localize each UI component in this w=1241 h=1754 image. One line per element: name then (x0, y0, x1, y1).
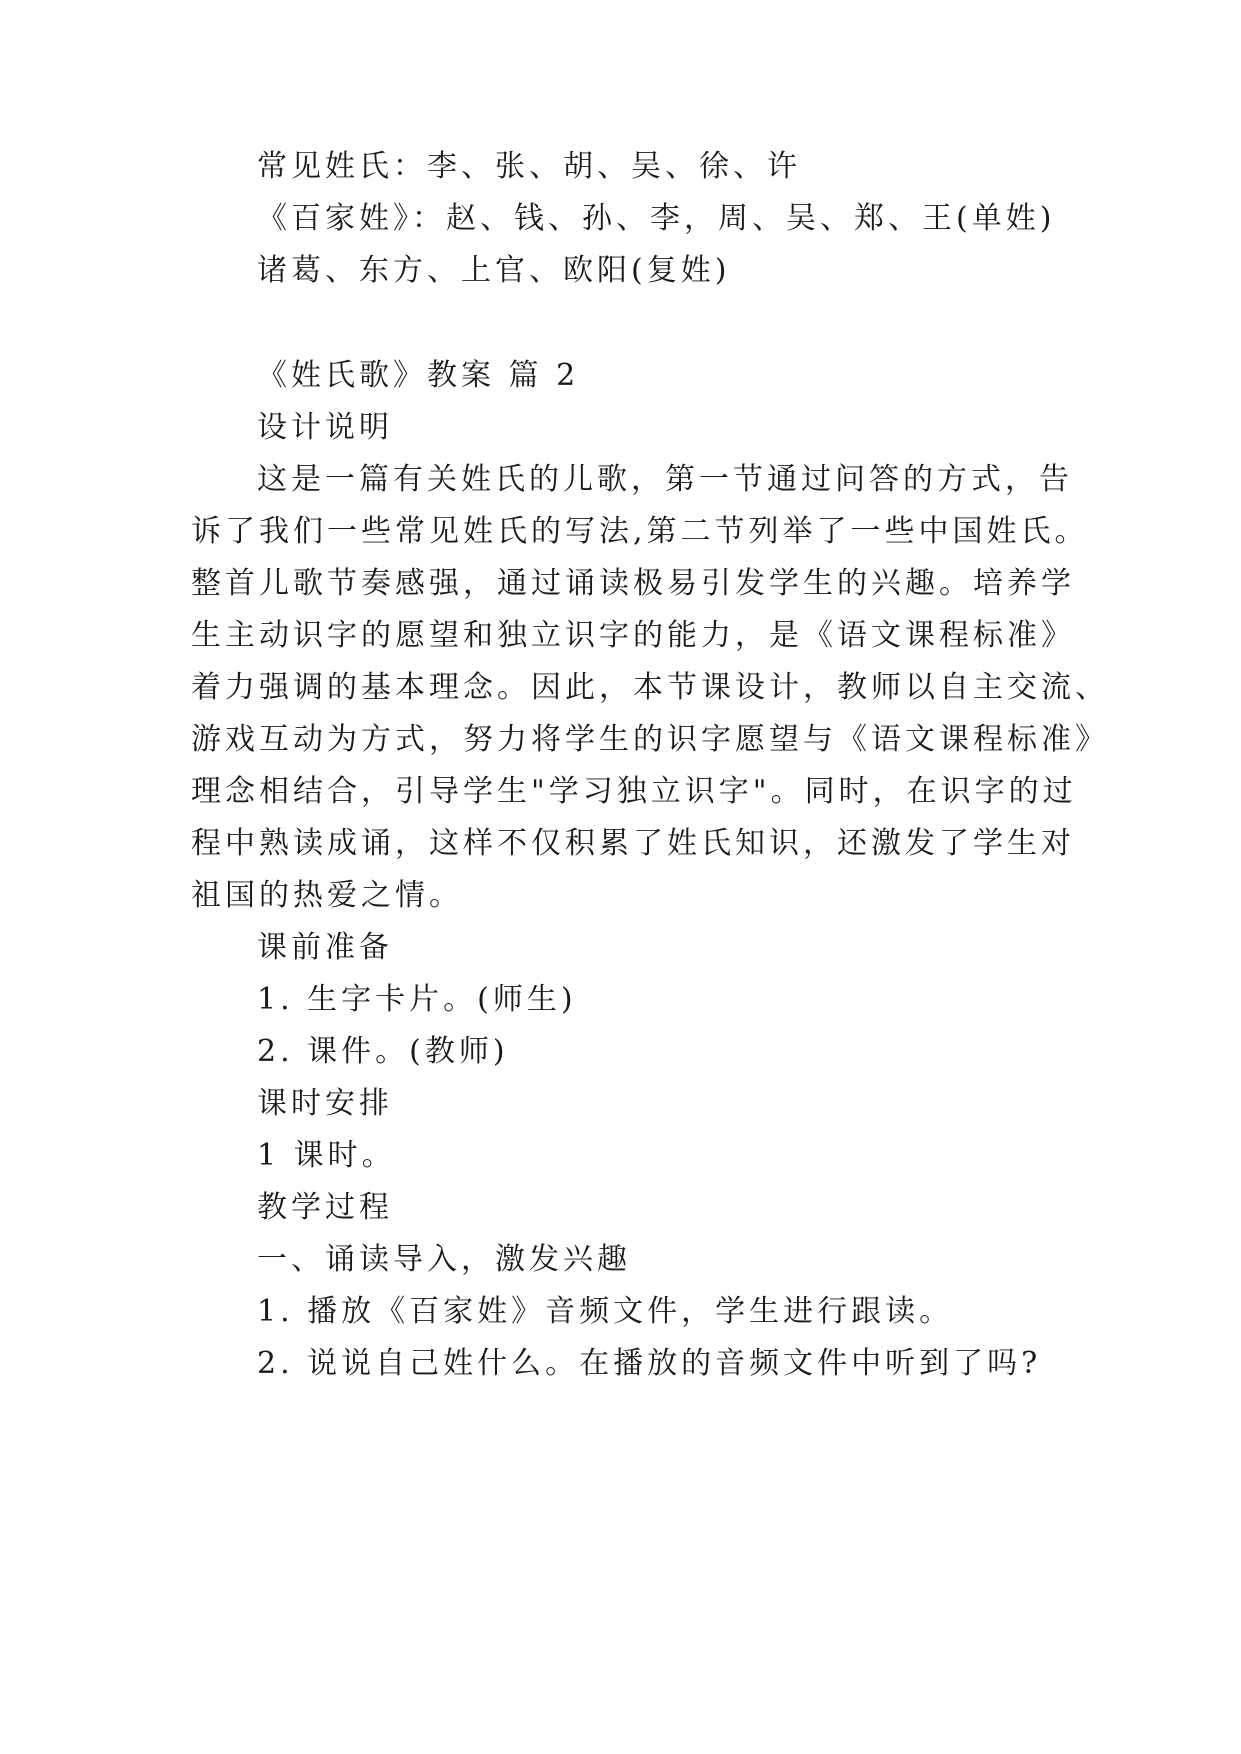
prep-item: 1. 生字卡片。(师生) (257, 982, 577, 1017)
schedule-heading: 课时安排 (257, 1086, 393, 1121)
section-title: 《姓氏歌》教案 篇 2 (257, 358, 580, 393)
paragraph-line: 这是一篇有关姓氏的儿歌，第一节通过问答的方式，告 (257, 462, 1073, 497)
paragraph-line: 程中熟读成诵，这样不仅积累了姓氏知识，还激发了学生对 (191, 826, 1075, 861)
surname-compound-line: 诸葛、东方、上官、欧阳(复姓) (257, 253, 731, 288)
paragraph-line: 祖国的热爱之情。 (191, 878, 463, 913)
process-heading: 教学过程 (257, 1190, 393, 1225)
step-heading: 一、诵读导入，激发兴趣 (257, 1242, 631, 1277)
schedule-value: 1 课时。 (257, 1138, 396, 1173)
paragraph-line: 着力强调的基本理念。因此，本节课设计，教师以自主交流、 (191, 670, 1109, 705)
paragraph-line: 整首儿歌节奏感强，通过诵读极易引发学生的兴趣。培养学 (191, 566, 1075, 601)
prep-heading: 课前准备 (257, 930, 393, 965)
surname-common-line: 常见姓氏：李、张、胡、吴、徐、许 (257, 149, 801, 184)
paragraph-line: 游戏互动为方式，努力将学生的识字愿望与《语文课程标准》 (191, 722, 1109, 757)
step-item: 2. 说说自己姓什么。在播放的音频文件中听到了吗? (257, 1346, 1042, 1381)
prep-item: 2. 课件。(教师) (257, 1034, 509, 1069)
paragraph-line: 理念相结合，引导学生"学习独立识字"。同时，在识字的过 (191, 774, 1077, 809)
design-heading: 设计说明 (257, 410, 393, 445)
step-item: 1. 播放《百家姓》音频文件，学生进行跟读。 (257, 1294, 954, 1329)
paragraph-line: 生主动识字的愿望和独立识字的能力，是《语文课程标准》 (191, 618, 1075, 653)
surname-single-line: 《百家姓》：赵、钱、孙、李，周、吴、郑、王(单姓) (257, 201, 1056, 236)
paragraph-line: 诉了我们一些常见姓氏的写法,第二节列举了一些中国姓氏。 (191, 514, 1089, 549)
